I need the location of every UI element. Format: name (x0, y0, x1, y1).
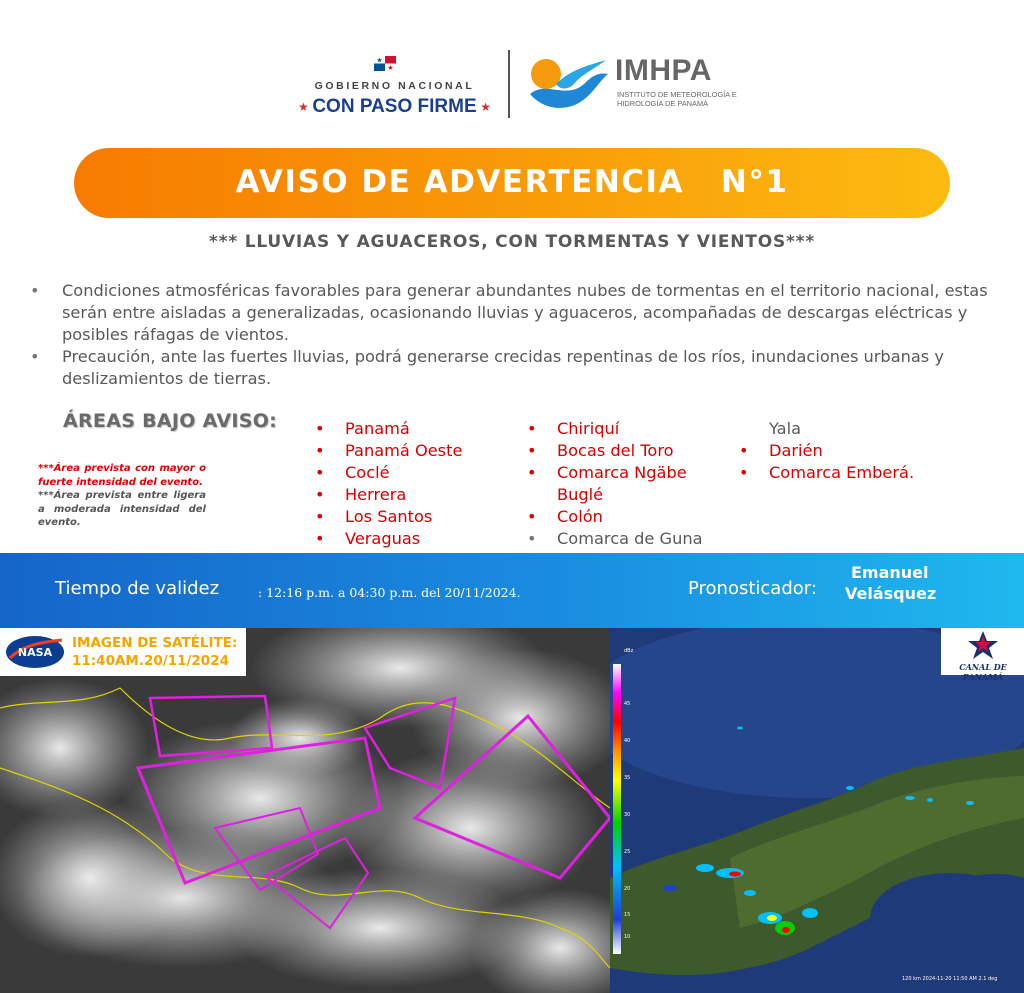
bullet-icon: • (527, 507, 537, 526)
validity-value: : 12:16 p.m. a 04:30 p.m. del 20/11/2024. (258, 585, 521, 600)
area-item (527, 462, 707, 506)
radar-image (610, 628, 1024, 993)
radar-scale-label: 25 (624, 849, 631, 855)
nasa-logo-icon (4, 634, 66, 670)
area-name: Comarca Emberá. (769, 463, 915, 482)
area-item (315, 506, 462, 528)
gov-line2: CON PASO FIRME (312, 96, 477, 117)
bullet-icon: • (527, 463, 537, 482)
areas-column-1 (315, 418, 462, 550)
warning-title: AVISO DE ADVERTENCIA N°1 (235, 164, 789, 200)
area-name: Chiriquí (557, 419, 620, 438)
bullet-icon: • (527, 529, 537, 548)
area-name: Coclé (345, 463, 390, 482)
warning-banner (74, 148, 950, 218)
area-item (315, 462, 462, 484)
area-item (315, 440, 462, 462)
areas-column-3 (739, 418, 914, 484)
radar-scale-label: 45 (624, 701, 631, 707)
imhpa-acronym: IMHPA (615, 54, 712, 87)
bullet-icon: • (527, 441, 537, 460)
description-item (30, 346, 990, 390)
description-text: Precaución, ante las fuertes lluvias, podrá generarse crecidas repentinas de los ríos, inundaciones urbanas y deslizamientos de tierras. (62, 347, 944, 388)
canal-star-icon (967, 630, 999, 660)
area-name: Colón (557, 507, 603, 526)
area-name: Los Santos (345, 507, 433, 526)
star-icon: ★ (298, 100, 309, 114)
bullet-icon: • (315, 441, 325, 460)
description-item (30, 280, 990, 346)
imhpa-logo-icon (526, 54, 610, 112)
area-item (315, 484, 462, 506)
area-item (315, 418, 462, 440)
legend-strong: ***Área prevista con mayor o fuerte intensidad del evento. (38, 463, 206, 488)
area-name: Comarca Ngäbe Buglé (557, 463, 687, 504)
forecaster-first-name: Emanuel (851, 563, 929, 582)
area-item (527, 440, 707, 462)
radar-scale-label: 15 (624, 912, 631, 918)
bullet-icon: • (30, 281, 40, 300)
area-name: Veraguas (345, 529, 421, 548)
bullet-icon: • (315, 485, 325, 504)
area-name: Herrera (345, 485, 407, 504)
legend-light: ***Área prevista entre ligera a moderada intensidad del evento. (38, 490, 206, 528)
area-item (739, 440, 914, 462)
area-item (527, 528, 707, 550)
radar-scale-label: 40 (624, 738, 631, 744)
imhpa-full-name: INSTITUTO DE METEOROLOGÍA E HIDROLOGÍA DE PANAMÁ (617, 90, 737, 108)
area-item (527, 418, 707, 440)
radar-footer: 120 km 2024-11-20 11:50 AM 2.1 deg (902, 976, 998, 982)
area-name: Darién (769, 441, 823, 460)
svg-text:NASA: NASA (17, 646, 53, 659)
header-divider (508, 50, 510, 118)
intensity-legend (38, 462, 206, 530)
area-name: Comarca de Guna (557, 529, 703, 548)
forecaster-label: Pronosticador: (688, 578, 817, 599)
bullet-icon: • (527, 419, 537, 438)
panama-flag-icon (374, 56, 396, 71)
radar-scale-label: 30 (624, 812, 631, 818)
caption-line2: 11:40AM.20/11/2024 (72, 653, 229, 669)
radar-scale-unit: dBz (624, 648, 634, 654)
canal-logo-text: CANAL DE PANAMÁ (959, 662, 1007, 682)
area-item (527, 506, 707, 528)
bullet-icon: • (30, 347, 40, 366)
area-name: Panamá (345, 419, 410, 438)
areas-title: ÁREAS BAJO AVISO: (63, 410, 278, 432)
description-list (30, 280, 990, 390)
area-name: Panamá Oeste (345, 441, 463, 460)
bullet-icon: • (739, 463, 749, 482)
satellite-caption-text (72, 634, 237, 670)
forecaster-last-name: Velásquez (845, 584, 937, 603)
area-item (739, 418, 914, 440)
area-name: Yala (769, 419, 801, 438)
validity-label: Tiempo de validez (55, 578, 220, 599)
bullet-icon: • (315, 507, 325, 526)
bullet-icon: • (315, 463, 325, 482)
area-item (739, 462, 914, 484)
radar-scale-label: 35 (624, 775, 631, 781)
area-name: Bocas del Toro (557, 441, 674, 460)
satellite-caption (0, 628, 246, 676)
caption-line1: IMAGEN DE SATÉLITE: (72, 635, 238, 651)
gov-line1: GOBIERNO NACIONAL (314, 80, 475, 92)
warning-subtitle: *** LLUVIAS Y AGUACEROS, CON TORMENTAS Y VIENTOS*** (208, 232, 816, 252)
bullet-icon: • (315, 419, 325, 438)
areas-column-2 (527, 418, 707, 550)
bullet-icon: • (315, 529, 325, 548)
description-text: Condiciones atmosféricas favorables para generar abundantes nubes de tormentas en el territorio nacional, estas serán entre aisladas a generalizadas, ocasionando lluvias y aguaceros, acompañadas de descargas eléctricas y posibles ráfagas de vientos. (62, 281, 988, 344)
star-icon: ★ (480, 100, 491, 114)
satellite-image (0, 628, 610, 993)
government-logo (292, 56, 497, 118)
validity-bar (0, 553, 1024, 628)
radar-scale-label: 10 (624, 934, 631, 940)
area-item (315, 528, 462, 550)
bullet-icon: • (739, 441, 749, 460)
canal-logo (941, 628, 1024, 682)
radar-scale-label: 20 (624, 886, 631, 892)
